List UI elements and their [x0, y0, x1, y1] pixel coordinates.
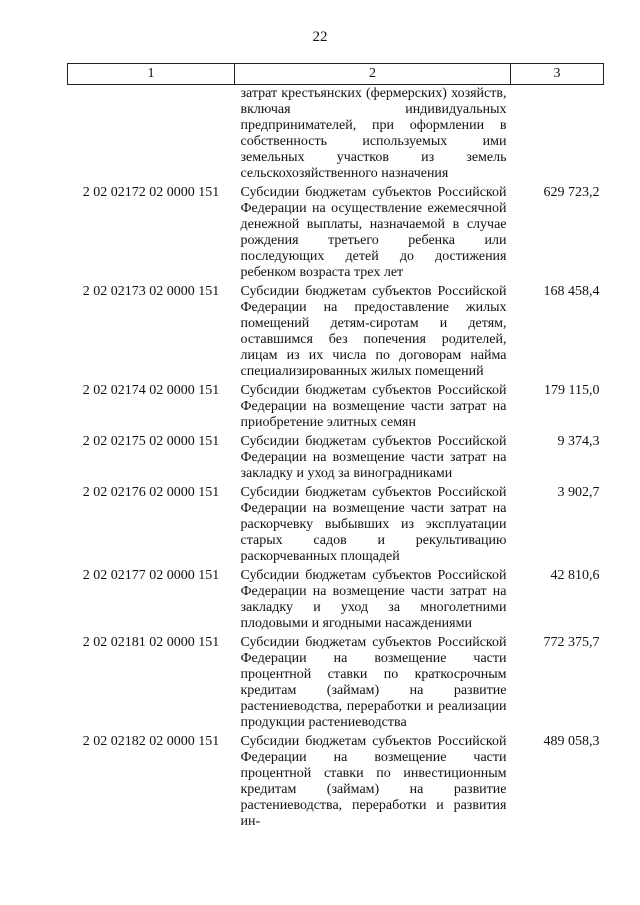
row-name: Субсидии бюджетам субъектов Российской Федерации на возмещение части затрат на приобретение элитных семян — [240, 383, 507, 430]
continuation-amount-cell — [511, 85, 604, 186]
row-code: 2 02 02181 02 0000 151 — [82, 635, 220, 650]
column-header-2: 2 — [235, 64, 511, 85]
row-code: 2 02 02177 02 0000 151 — [82, 568, 220, 583]
row-name: Субсидии бюджетам субъектов Российской Федерации на возмещение части затрат на закладку и уход за виноградниками — [240, 434, 507, 481]
row-name: Субсидии бюджетам субъектов Российской Федерации на предоставление жилых помещений детям-сиротам и детям, оставшимся без попечения родителей, лицам из их числа по договорам найма специализированных жилых помещений — [240, 284, 507, 379]
page-number: 22 — [312, 29, 328, 45]
row-amount: 9 374,3 — [557, 434, 600, 449]
row-name: Субсидии бюджетам субъектов Российской Федерации на возмещение части затрат на раскорчевку выбывших из эксплуатации старых садов и рекультивацию раскорчеванных площадей — [240, 485, 507, 564]
row-code: 2 02 02176 02 0000 151 — [82, 485, 220, 500]
row-amount: 772 375,7 — [543, 635, 600, 650]
row-code: 2 02 02174 02 0000 151 — [82, 383, 220, 398]
row-amount: 3 902,7 — [557, 485, 600, 500]
continuation-text: затрат крестьянских (фермерских) хозяйств, включая индивидуальных предпринимателей, при оформлении в собственность используемых ими земельных участков из земель сельскохозяйственного назначения — [240, 86, 507, 181]
table-row — [68, 485, 604, 568]
row-amount: 42 810,6 — [550, 568, 600, 583]
row-code: 2 02 02175 02 0000 151 — [82, 434, 220, 449]
row-name: Субсидии бюджетам субъектов Российской Федерации на возмещение части процентной ставки по краткосрочным кредитам (займам) на развитие растениеводства, переработки и реализации продукции растениеводства — [240, 635, 507, 730]
table-body — [68, 85, 604, 834]
table-row — [68, 635, 604, 734]
row-amount: 168 458,4 — [543, 284, 600, 299]
table-row — [68, 434, 604, 485]
continuation-code-cell — [68, 85, 235, 186]
table-row — [68, 185, 604, 284]
row-name: Субсидии бюджетам субъектов Российской Федерации на возмещение части затрат на закладку и уход за многолетними плодовыми и ягодными насаждениями — [240, 568, 507, 631]
column-header-1: 1 — [68, 64, 235, 85]
table-row — [68, 568, 604, 635]
row-amount: 629 723,2 — [543, 185, 600, 200]
table-header — [68, 64, 604, 85]
budget-table — [67, 63, 604, 833]
row-amount: 179 115,0 — [544, 383, 600, 398]
row-code: 2 02 02173 02 0000 151 — [82, 284, 220, 299]
table-row — [68, 734, 604, 833]
column-header-3: 3 — [511, 64, 604, 85]
row-amount: 489 058,3 — [543, 734, 600, 749]
row-code: 2 02 02172 02 0000 151 — [82, 185, 220, 200]
row-name: Субсидии бюджетам субъектов Российской Федерации на осуществление ежемесячной денежной выплаты, назначаемой в случае рождения третьего ребенка или последующих детей до достижения ребенком возраста трех лет — [240, 185, 507, 280]
table-row — [68, 284, 604, 383]
continuation-row — [68, 85, 604, 186]
row-code: 2 02 02182 02 0000 151 — [82, 734, 220, 749]
row-name: Субсидии бюджетам субъектов Российской Федерации на возмещение части процентной ставки по инвестиционным кредитам (займам) на развитие растениеводства, переработки и развития ин- — [240, 734, 507, 829]
table-row — [68, 383, 604, 434]
